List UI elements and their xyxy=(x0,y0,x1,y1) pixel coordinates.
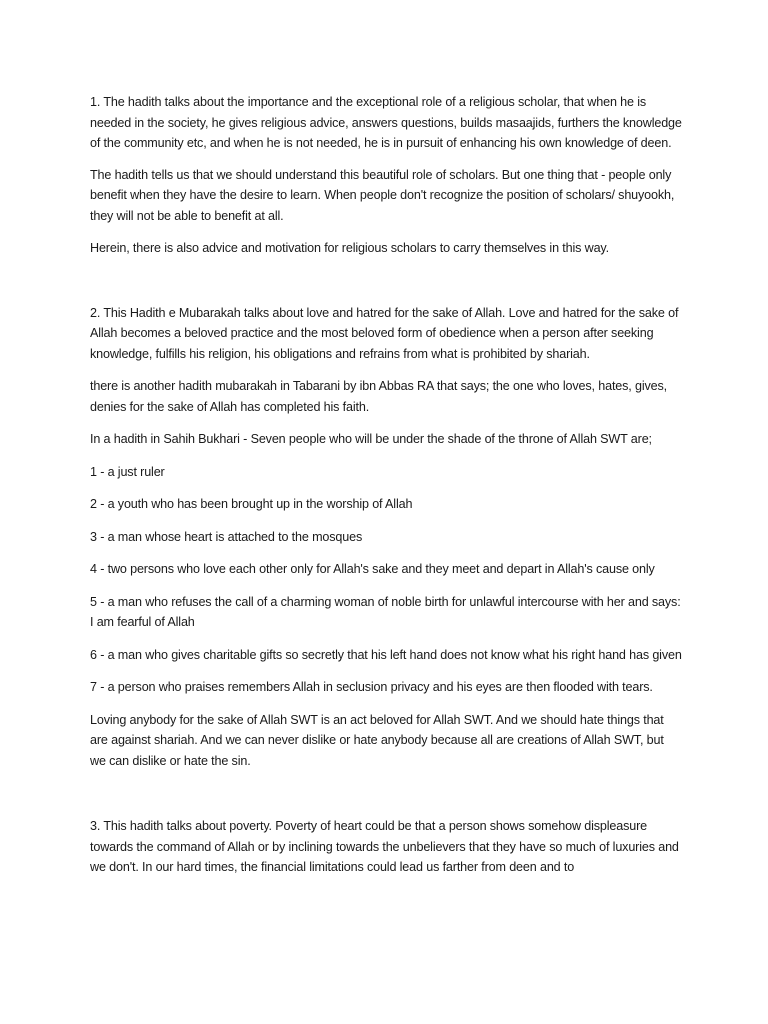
section-1-paragraph-3: Herein, there is also advice and motivation for religious scholars to carry themselves in this way. xyxy=(90,241,609,255)
list-item: 5 - a man who refuses the call of a charming woman of noble birth for unlawful intercourse with her and says: I am fearful of Allah xyxy=(90,594,681,629)
section-2-paragraph-3: In a hadith in Sahih Bukhari - Seven people who will be under the shade of the throne of Allah SWT are; xyxy=(90,432,652,446)
section-2-paragraph-4: Loving anybody for the sake of Allah SWT is an act beloved for Allah SWT. And we should hate things that are against shariah. And we can never dislike or hate anybody because all are creations of Allah SWT, but we can dislike or hate the sin. xyxy=(90,712,664,768)
section-2-paragraph-2: there is another hadith mubarakah in Tabarani by ibn Abbas RA that says; the one who loves, hates, gives, denies for the sake of Allah has completed his faith. xyxy=(90,379,667,414)
document-body xyxy=(90,92,682,890)
list-item: 1 - a just ruler xyxy=(90,464,165,479)
section-divider-space xyxy=(90,783,682,816)
list-item: 6 - a man who gives charitable gifts so secretly that his left hand does not know what his right hand has given xyxy=(90,647,682,662)
list-item: 4 - two persons who love each other only for Allah's sake and they meet and depart in Allah's cause only xyxy=(90,562,655,576)
section-divider-space xyxy=(90,271,682,303)
section-3-paragraph-1: 3. This hadith talks about poverty. Poverty of heart could be that a person shows somehow displeasure towards the command of Allah or by inclining towards the unbelievers that they have so much of luxuries and we don't. In our hard times, the financial limitations could lead us farther from deen and to xyxy=(90,819,679,874)
section-1-paragraph-1: 1. The hadith talks about the importance and the exceptional role of a religious scholar, that when he is needed in the society, he gives religious advice, answers questions, builds masaajids, furthers the knowledge of the community etc, and when he is not needed, he is in pursuit of enhancing his own knowledge of deen. xyxy=(90,95,682,150)
section-1-paragraph-2: The hadith tells us that we should understand this beautiful role of scholars. But one thing that - people only benefit when they have the desire to learn. When people don't recognize the position of scholars/ shuyookh, they will not be able to benefit at all. xyxy=(90,167,675,223)
list-item: 3 - a man whose heart is attached to the mosques xyxy=(90,529,363,544)
section-2-paragraph-1: 2. This Hadith e Mubarakah talks about love and hatred for the sake of Allah. Love and hatred for the sake of Allah becomes a beloved practice and the most beloved form of obedience when a person after seeking knowledge, fulfills his religion, his obligations and refrains from what is prohibited by shariah. xyxy=(90,305,679,361)
list-item: 7 - a person who praises remembers Allah in seclusion privacy and his eyes are then flooded with tears. xyxy=(90,680,653,694)
list-item: 2 - a youth who has been brought up in the worship of Allah xyxy=(90,497,413,511)
